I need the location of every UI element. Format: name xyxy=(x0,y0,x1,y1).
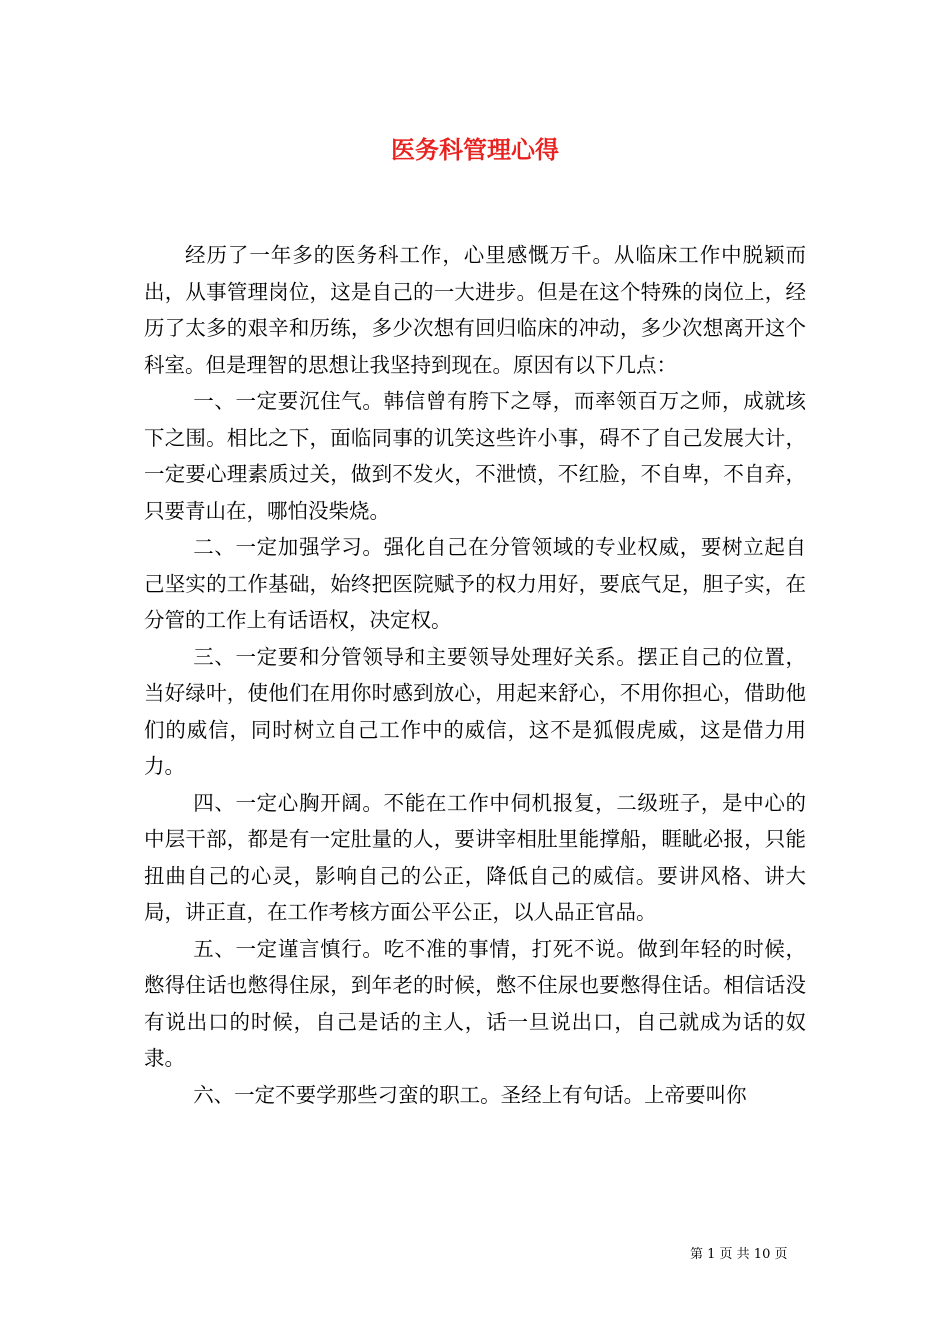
document-body xyxy=(144,237,806,1113)
paragraph-point-3: 三、一定要和分管领导和主要领导处理好关系。摆正自己的位置，当好绿叶，使他们在用你时感到放心，用起来舒心，不用你担心，借助他们的威信，同时树立自己工作中的威信，这不是狐假虎威，这是借力用力。 xyxy=(144,644,806,778)
paragraph-intro: 经历了一年多的医务科工作，心里感慨万千。从临床工作中脱颖而出，从事管理岗位，这是自己的一大进步。但是在这个特殊的岗位上，经历了太多的艰辛和历练，多少次想有回归临床的冲动，多少次想离开这个科室。但是理智的思想让我坚持到现在。原因有以下几点： xyxy=(144,243,806,377)
paragraph-point-6: 六、一定不要学那些刁蛮的职工。圣经上有句话。上帝要叫你 xyxy=(193,1082,747,1107)
page-number-footer: 第 1 页 共 10 页 xyxy=(690,1247,788,1262)
paragraph-point-4: 四、一定心胸开阔。不能在工作中伺机报复，二级班子，是中心的中层干部，都是有一定肚量的人，要讲宰相肚里能撑船，睚眦必报，只能扭曲自己的心灵，影响自己的公正，降低自己的威信。要讲风格、讲大局，讲正直，在工作考核方面公平公正，以人品正官品。 xyxy=(144,790,806,924)
paragraph-point-1: 一、一定要沉住气。韩信曾有胯下之辱，而率领百万之师，成就垓下之围。相比之下，面临同事的讥笑这些许小事，碍不了自己发展大计，一定要心理素质过关，做到不发火，不泄愤，不红脸，不自卑，不自弃，只要青山在，哪怕没柴烧。 xyxy=(144,389,806,523)
paragraph-point-2: 二、一定加强学习。强化自己在分管领域的专业权威，要树立起自己坚实的工作基础，始终把医院赋予的权力用好，要底气足，胆子实，在分管的工作上有话语权，决定权。 xyxy=(144,535,806,632)
paragraph-point-5: 五、一定谨言慎行。吃不准的事情，打死不说。做到年轻的时候，憋得住话也憋得住尿，到年老的时候，憋不住尿也要憋得住话。相信话没有说出口的时候，自己是话的主人，话一旦说出口，自己就成为话的奴隶。 xyxy=(144,936,806,1070)
document-title: 医务科管理心得 xyxy=(391,135,559,164)
